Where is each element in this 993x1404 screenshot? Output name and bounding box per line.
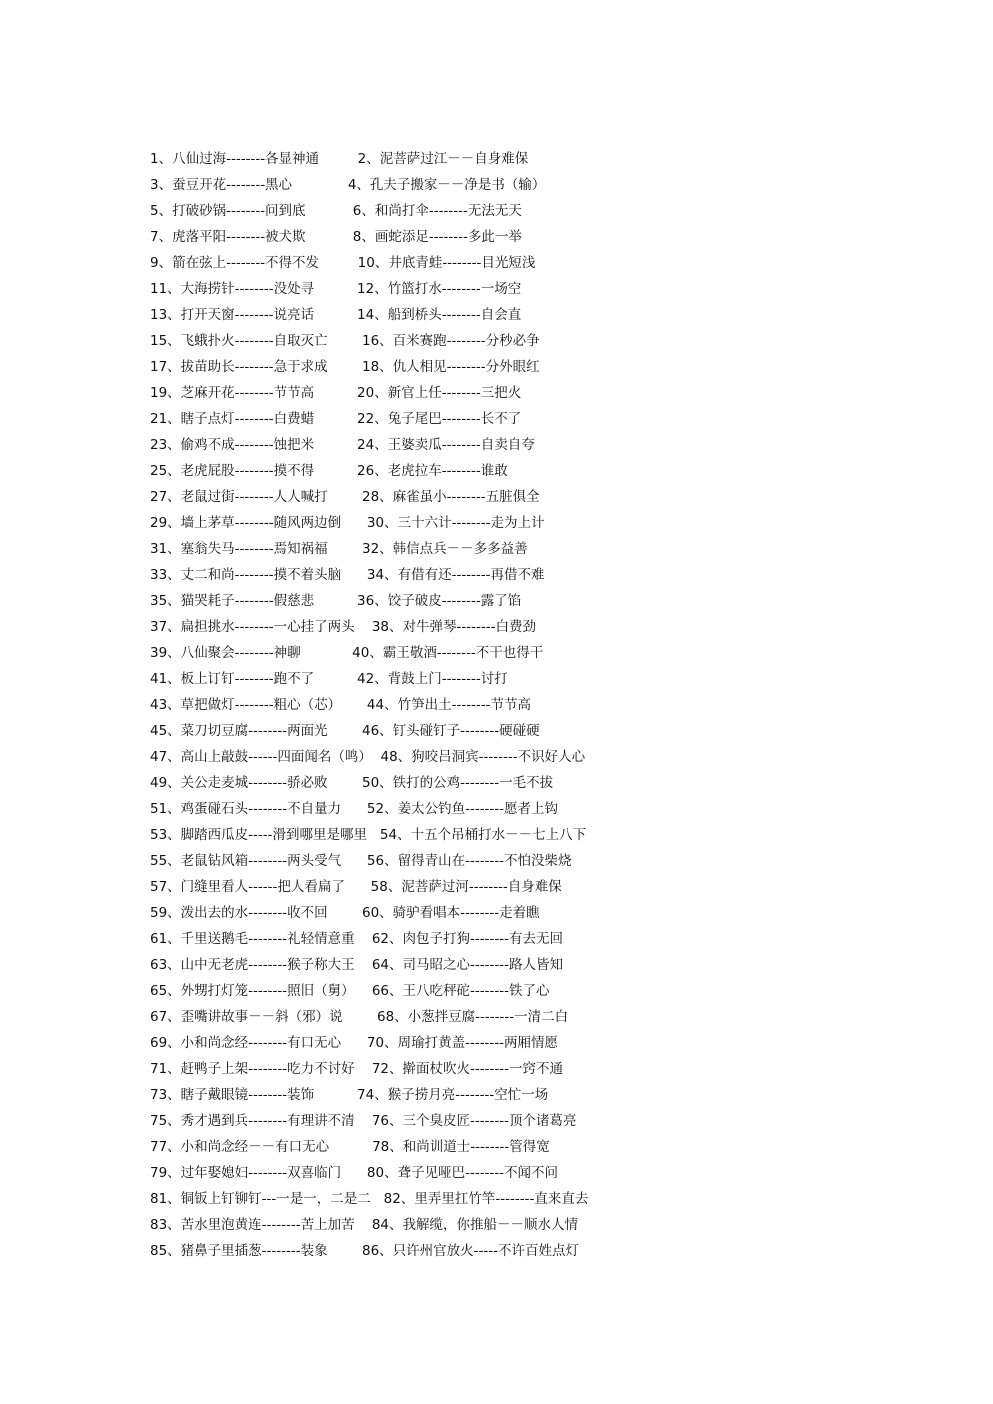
idiom-line: 5、打破砂锅--------问到底 6、和尚打伞--------无法无天 (150, 203, 522, 219)
idiom-line: 75、秀才遇到兵--------有理讲不清 76、三个臭皮匠--------顶个诸葛亮 (150, 1113, 577, 1129)
idiom-list (150, 146, 950, 1264)
idiom-line: 63、山中无老虎--------猴子称大王 64、司马昭之心--------路人皆知 (150, 957, 563, 973)
idiom-line: 11、大海捞针--------没处寻 12、竹篮打水--------一场空 (150, 281, 522, 297)
idiom-line: 45、菜刀切豆腐--------两面光 46、钉头碰钉子--------硬碰硬 (150, 723, 540, 739)
idiom-line: 77、小和尚念经－－有口无心 78、和尚训道士--------管得宽 (150, 1139, 550, 1155)
idiom-line: 61、千里送鹅毛--------礼轻情意重 62、肉包子打狗--------有去无回 (150, 931, 563, 947)
idiom-line: 53、脚踏西瓜皮-----滑到哪里是哪里 54、十五个吊桶打水－－七上八下 (150, 827, 587, 843)
idiom-line: 65、外甥打灯笼--------照旧（舅） 66、王八吃秤砣--------铁了心 (150, 983, 550, 999)
idiom-line: 15、飞蛾扑火--------自取灭亡 16、百米赛跑--------分秒必争 (150, 333, 540, 349)
idiom-line: 51、鸡蛋碰石头--------不自量力 52、姜太公钓鱼--------愿者上钩 (150, 801, 559, 817)
idiom-line: 3、蚕豆开花--------黑心 4、孔夫子搬家－－净是书（输） (150, 177, 546, 193)
idiom-line: 13、打开天窗--------说亮话 14、船到桥头--------自会直 (150, 307, 522, 323)
idiom-line: 33、丈二和尚--------摸不着头脑 34、有借有还--------再借不难 (150, 567, 545, 583)
idiom-line: 73、瞎子戴眼镜--------装饰 74、猴子捞月亮--------空忙一场 (150, 1087, 549, 1103)
idiom-line: 79、过年娶媳妇--------双喜临门 80、聋子见哑巴--------不闻不问 (150, 1165, 559, 1181)
idiom-line: 19、芝麻开花--------节节高 20、新官上任--------三把火 (150, 385, 522, 401)
idiom-line: 25、老虎屁股--------摸不得 26、老虎拉车--------谁敢 (150, 463, 508, 479)
idiom-line: 55、老鼠钻风箱--------两头受气 56、留得青山在--------不怕没柴烧 (150, 853, 572, 869)
idiom-line: 57、门缝里看人------把人看扁了 58、泥菩萨过河--------自身难保 (150, 879, 562, 895)
idiom-line: 85、猪鼻子里插葱--------装象 86、只许州官放火-----不许百姓点灯 (150, 1243, 580, 1259)
idiom-line: 59、泼出去的水--------收不回 60、骑驴看唱本--------走着瞧 (150, 905, 540, 921)
idiom-line: 47、高山上敲鼓------四面闻名（鸣） 48、狗咬吕洞宾--------不识好人心 (150, 749, 586, 765)
idiom-line: 29、墙上茅草--------随风两边倒 30、三十六计--------走为上计 (150, 515, 545, 531)
idiom-line: 21、瞎子点灯--------白费蜡 22、兔子尾巴--------长不了 (150, 411, 522, 427)
idiom-line: 81、铜钣上钉铆钉---一是一，二是二 82、里弄里扛竹竿--------直来直去 (150, 1191, 589, 1207)
idiom-line: 35、猫哭耗子--------假慈悲 36、饺子破皮--------露了馅 (150, 593, 522, 609)
idiom-line: 17、拔苗助长--------急于求成 18、仇人相见--------分外眼红 (150, 359, 540, 375)
idiom-line: 9、箭在弦上--------不得不发 10、井底青蛙--------目光短浅 (150, 255, 536, 271)
idiom-line: 1、八仙过海--------各显神通 2、泥菩萨过江－－自身难保 (150, 151, 529, 167)
idiom-line: 49、关公走麦城--------骄必败 50、铁打的公鸡--------一毛不拔 (150, 775, 554, 791)
idiom-line: 43、草把做灯--------粗心（芯） 44、竹笋出土--------节节高 (150, 697, 532, 713)
idiom-line: 83、苦水里泡黄连--------苦上加苦 84、我解缆，你推船－－顺水人情 (150, 1217, 578, 1233)
idiom-line: 41、板上订钉--------跑不了 42、背鼓上门--------讨打 (150, 671, 508, 687)
idiom-line: 71、赶鸭子上架--------吃力不讨好 72、擀面杖吹火--------一窍不通 (150, 1061, 563, 1077)
idiom-line: 7、虎落平阳--------被犬欺 8、画蛇添足--------多此一举 (150, 229, 522, 245)
idiom-line: 31、塞翁失马--------焉知祸福 32、韩信点兵－－多多益善 (150, 541, 528, 557)
idiom-line: 67、歪嘴讲故事－－斜（邪）说 68、小葱拌豆腐--------一清二白 (150, 1009, 569, 1025)
idiom-line: 23、偷鸡不成--------蚀把米 24、王婆卖瓜--------自卖自夸 (150, 437, 535, 453)
idiom-line: 69、小和尚念经--------有口无心 70、周瑜打黄盖--------两厢情愿 (150, 1035, 559, 1051)
idiom-line: 37、扁担挑水--------一心挂了两头 38、对牛弹琴--------白费劲 (150, 619, 536, 635)
idiom-line: 27、老鼠过街--------人人喊打 28、麻雀虽小--------五脏俱全 (150, 489, 540, 505)
idiom-line: 39、八仙聚会--------神聊 40、霸王敬酒--------不干也得干 (150, 645, 544, 661)
